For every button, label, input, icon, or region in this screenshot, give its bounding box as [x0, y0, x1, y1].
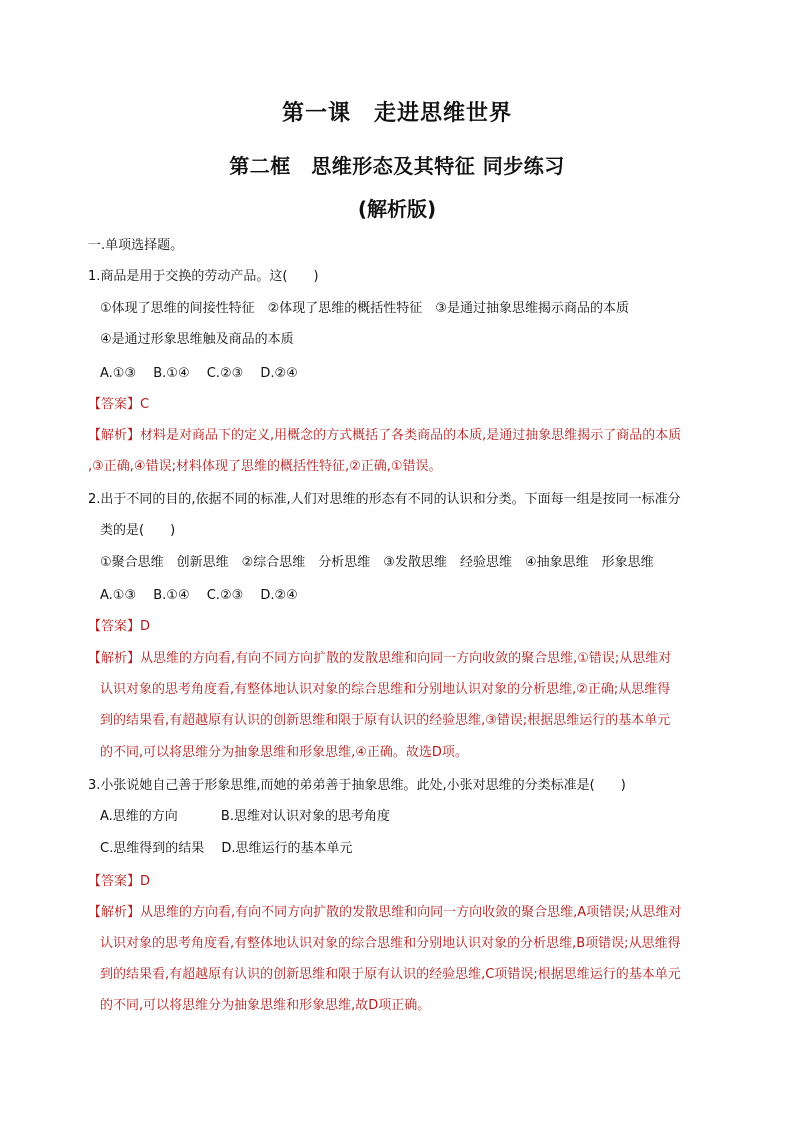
question-2-options: A.①③ B.①④ C.②③ D.②④ [100, 588, 298, 603]
question-1-statements-line-1: ①体现了思维的间接性特征 ②体现了思维的概括性特征 ③是通过抽象思维揭示商品的本质 [100, 301, 629, 316]
question-3-analysis-line-4: 的不同,可以将思维分为抽象思维和形象思维,故D项正确。 [100, 998, 431, 1013]
lesson-title: 第一课 走进思维世界 [281, 101, 512, 126]
question-2-analysis-line-2: 认识对象的思考角度看,有整体地认识对象的综合思维和分别地认识对象的分析思维,②正确;从思维得 [100, 682, 671, 697]
section-heading: 一.单项选择题。 [88, 238, 184, 253]
question-3-answer: 【答案】D [88, 874, 151, 889]
question-1-stem: 1.商品是用于交换的劳动产品。这( ) [88, 269, 319, 284]
question-3-analysis-line-2: 认识对象的思考角度看,有整体地认识对象的综合思维和分别地认识对象的分析思维,B项错误;从思维得 [100, 936, 681, 951]
question-2-analysis-line-4: 的不同,可以将思维分为抽象思维和形象思维,④正确。故选D项。 [100, 745, 468, 760]
question-2-analysis-line-1: 【解析】从思维的方向看,有向不同方向扩散的发散思维和向同一方向收敛的聚合思维,①错误;从思维对 [88, 651, 672, 666]
question-3-analysis-line-3: 到的结果看,有超越原有认识的创新思维和限于原有认识的经验思维,C项错误;根据思维运行的基本单元 [100, 967, 681, 982]
question-3-analysis-line-1: 【解析】从思维的方向看,有向不同方向扩散的发散思维和向同一方向收敛的聚合思维,A项错误;从思维对 [88, 905, 682, 920]
question-2-answer: 【答案】D [88, 619, 151, 634]
question-3-options-line-2: C.思维得到的结果 D.思维运行的基本单元 [100, 841, 353, 856]
question-1-answer: 【答案】C [88, 397, 150, 412]
question-1-analysis-line-1: 【解析】材料是对商品下的定义,用概念的方式概括了各类商品的本质,是通过抽象思维揭示了商品的本质 [88, 428, 682, 443]
edition-label: (解析版) [357, 197, 437, 221]
question-1-options: A.①③ B.①④ C.②③ D.②④ [100, 366, 298, 381]
question-2-stem-line-2: 类的是( ) [100, 523, 176, 538]
question-1-analysis-line-2: ,③正确,④错误;材料体现了思维的概括性特征,②正确,①错误。 [88, 459, 442, 474]
question-2-statements: ①聚合思维 创新思维 ②综合思维 分析思维 ③发散思维 经验思维 ④抽象思维 形象思维 [100, 555, 654, 570]
question-2-analysis-line-3: 到的结果看,有超越原有认识的创新思维和限于原有认识的经验思维,③错误;根据思维运行的基本单元 [100, 713, 671, 728]
section-subtitle: 第二框 思维形态及其特征 同步练习 [229, 154, 565, 178]
question-2-stem-line-1: 2.出于不同的目的,依据不同的标准,人们对思维的形态有不同的认识和分类。下面每一组是按同一标准分 [88, 492, 681, 507]
question-1-statements-line-2: ④是通过形象思维触及商品的本质 [100, 332, 294, 347]
question-3-stem: 3.小张说她自己善于形象思维,而她的弟弟善于抽象思维。此处,小张对思维的分类标准是( ) [88, 778, 626, 793]
question-3-options-line-1: A.思维的方向 B.思维对认识对象的思考角度 [100, 809, 390, 824]
